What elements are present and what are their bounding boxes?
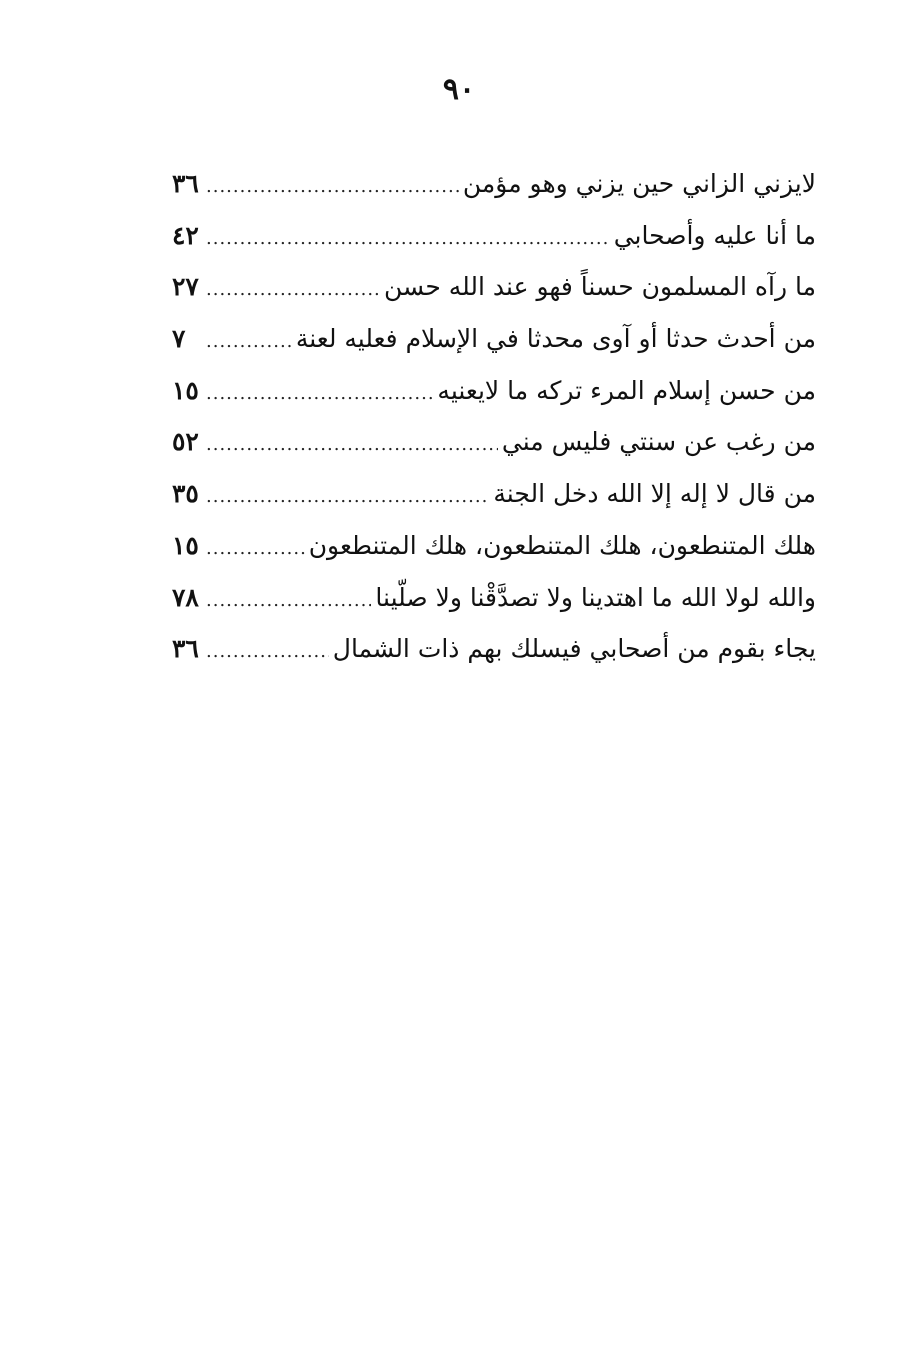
entry-text: من حسن إسلام المرء تركه ما لايعنيه [437,375,816,405]
entry-text: ما أنا عليه وأصحابي [613,220,816,250]
entry-page-number: ١٥ [172,375,199,405]
entry-page-number: ١٥ [172,530,199,560]
dot-leader [206,264,380,316]
dot-leader [206,161,459,213]
entry-page-number: ٤٢ [172,220,199,250]
dot-leader [206,523,305,575]
entry-text: من قال لا إله إلا الله دخل الجنة [493,479,816,509]
entry-page-number: ٣٦ [172,169,199,198]
index-entry [172,572,816,624]
entry-page-number: ٣٦ [172,634,199,664]
entry-text: لايزني الزاني حين يزني وهو مؤمن [462,169,816,198]
index-entry [172,158,816,210]
entry-page-number: ٣٥ [172,479,199,509]
entry-text: ما رآه المسلمون حسناً فهو عند الله حسن [384,272,816,302]
dot-leader [206,316,292,368]
dot-leader [206,575,371,627]
entry-text: من رغب عن سنتي فليس مني [501,427,816,457]
dot-leader [206,213,610,265]
index-entry [172,468,816,520]
entry-text: والله لولا الله ما اهتدينا ولا تصدَّقْنا ولا صلّينا [375,582,816,612]
entry-text: يجاء بقوم من أصحابي فيسلك بهم ذات الشمال [332,634,816,664]
entry-text: هلك المتنطعون، هلك المتنطعون، هلك المتنطعون [308,530,816,560]
index-entry [172,623,816,675]
index-entry [172,210,816,262]
index-entry [172,520,816,572]
entry-page-number: ٢٧ [172,272,199,302]
dot-leader [206,419,498,471]
dot-leader [206,626,329,678]
index-entry [172,261,816,313]
page-number: ٩٠ [442,72,476,107]
hadith-index-list [172,158,816,675]
entry-text: من أحدث حدثا أو آوى محدثا في الإسلام فعليه لعنة [295,324,816,354]
index-entry [172,365,816,417]
index-entry [172,313,816,365]
index-entry [172,416,816,468]
entry-page-number: ٥٢ [172,427,199,457]
dot-leader [206,368,433,420]
entry-page-number: ٧ [172,324,186,354]
entry-page-number: ٧٨ [172,582,199,612]
dot-leader [206,471,489,523]
